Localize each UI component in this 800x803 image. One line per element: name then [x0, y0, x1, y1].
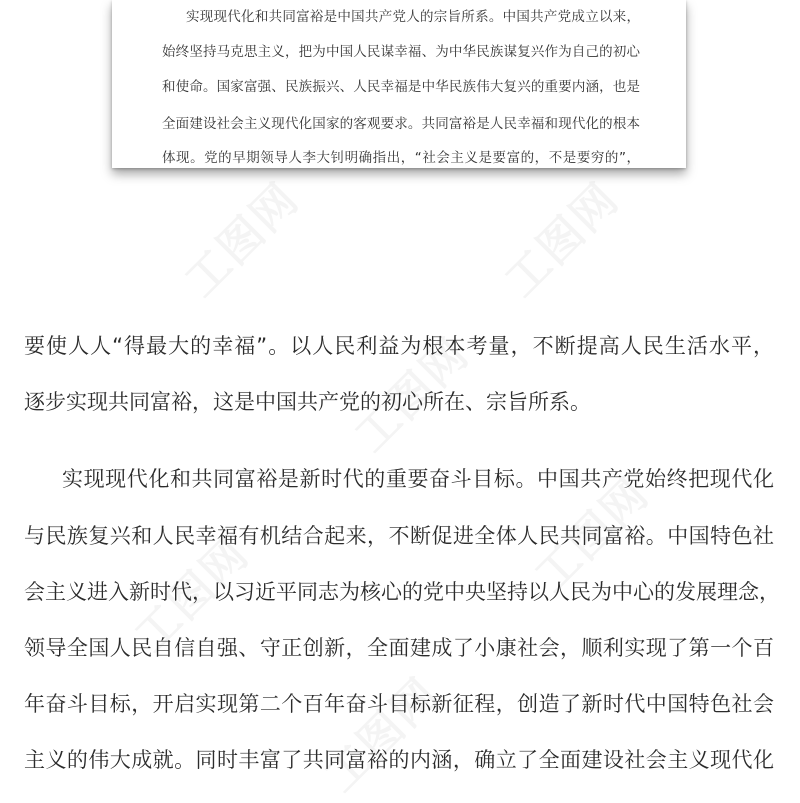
card-line: 始终坚持马克思主义，把为中国人民谋幸福、为中华民族谋复兴作为自己的初心 [162, 44, 640, 60]
body-line: 年奋斗目标，开启实现第二个百年奋斗目标新征程，创造了新时代中国特色社会 [24, 692, 774, 716]
body-line: 逐步实现共同富裕，这是中国共产党的初心所在、宗旨所系。 [24, 390, 591, 414]
watermark-6 [308, 661, 451, 803]
body-line: 要使人人“得最大的幸福”。以人民利益为根本考量，不断提高人民生活水平， [24, 334, 774, 358]
body-line: 实现现代化和共同富裕是新时代的重要奋斗目标。中国共产党始终把现代化 [62, 467, 774, 491]
card-line: 和使命。国家富强、民族振兴、人民幸福是中华民族伟大复兴的重要内涵，也是 [162, 79, 640, 95]
document-card [112, 0, 686, 168]
watermark-2 [488, 166, 631, 309]
body-line: 与民族复兴和人民幸福有机结合起来，不断促进全体人民共同富裕。中国特色社 [24, 524, 774, 548]
card-line: 实现现代化和共同富裕是中国共产党人的宗旨所系。中国共产党成立以来， [186, 9, 640, 25]
body-line: 主义的伟大成就。同时丰富了共同富裕的内涵，确立了全面建设社会主义现代化 [24, 748, 774, 772]
watermark-1 [168, 166, 311, 309]
body-line: 会主义进入新时代，以习近平同志为核心的党中央坚持以人民为中心的发展理念， [24, 580, 780, 604]
card-line: 体现。党的早期领导人李大钊明确指出，“社会主义是要富的，不是要穷的”， [162, 150, 640, 166]
body-line: 领导全国人民自信自强、守正创新，全面建成了小康社会，顺利实现了第一个百 [24, 636, 774, 660]
card-line: 全面建设社会主义现代化国家的客观要求。共同富裕是人民幸福和现代化的根本 [162, 116, 640, 132]
